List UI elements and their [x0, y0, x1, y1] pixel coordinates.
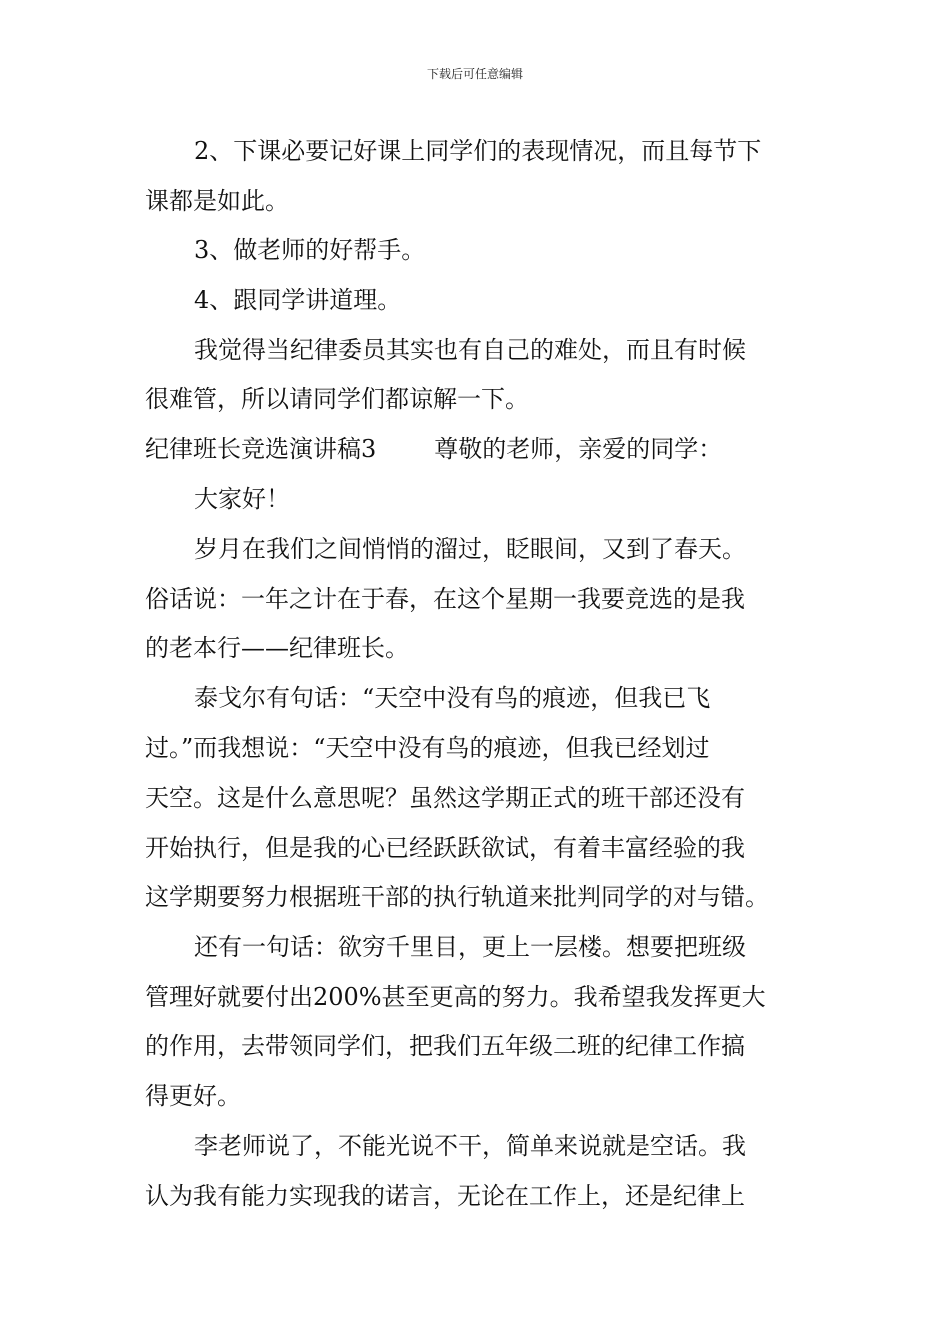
- paragraph-line: 4、跟同学讲道理。: [194, 286, 402, 314]
- paragraph-line: 课都是如此。: [145, 187, 289, 215]
- paragraph-line: 开始执行，但是我的心已经跃跃欲试，有着丰富经验的我: [145, 834, 745, 862]
- paragraph-line: 俗话说：一年之计在于春，在这个星期一我要竞选的是我: [145, 585, 745, 613]
- paragraph-line: 管理好就要付出200%甚至更高的努力。我希望我发挥更大: [145, 983, 766, 1011]
- section-heading-line: [145, 434, 815, 464]
- paragraph-line: 3、做老师的好帮手。: [194, 236, 426, 264]
- paragraph-line: 还有一句话：欲穷千里目，更上一层楼。想要把班级: [194, 933, 746, 961]
- paragraph-line: 过。”而我想说：“天空中没有鸟的痕迹，但我已经划过: [145, 734, 710, 762]
- paragraph-line: 得更好。: [145, 1082, 241, 1110]
- paragraph-line: 的老本行——纪律班长。: [145, 634, 409, 662]
- section-title: 纪律班长竞选演讲稿3: [145, 435, 377, 463]
- paragraph-line: 认为我有能力实现我的诺言，无论在工作上，还是纪律上: [145, 1182, 745, 1210]
- page-header: 下载后可任意编辑: [426, 67, 523, 81]
- paragraph-line: 天空。这是什么意思呢？虽然这学期正式的班干部还没有: [145, 784, 745, 812]
- paragraph-line: 岁月在我们之间悄悄的溜过，眨眼间，又到了春天。: [194, 535, 746, 563]
- paragraph-line: 这学期要努力根据班干部的执行轨道来批判同学的对与错。: [145, 883, 769, 911]
- paragraph-line: 我觉得当纪律委员其实也有自己的难处，而且有时候: [194, 336, 746, 364]
- salutation: 尊敬的老师，亲爱的同学：: [434, 435, 723, 463]
- paragraph-line: 的作用，去带领同学们，把我们五年级二班的纪律工作搞: [145, 1032, 745, 1060]
- paragraph-line: 李老师说了，不能光说不干，简单来说就是空话。我: [194, 1132, 746, 1160]
- paragraph-line: 很难管，所以请同学们都谅解一下。: [145, 385, 529, 413]
- paragraph-line: 2、下课必要记好课上同学们的表现情况，而且每节下: [194, 137, 762, 165]
- paragraph-line: 泰戈尔有句话：“天空中没有鸟的痕迹，但我已飞: [194, 684, 711, 712]
- greeting: 大家好！: [194, 485, 290, 513]
